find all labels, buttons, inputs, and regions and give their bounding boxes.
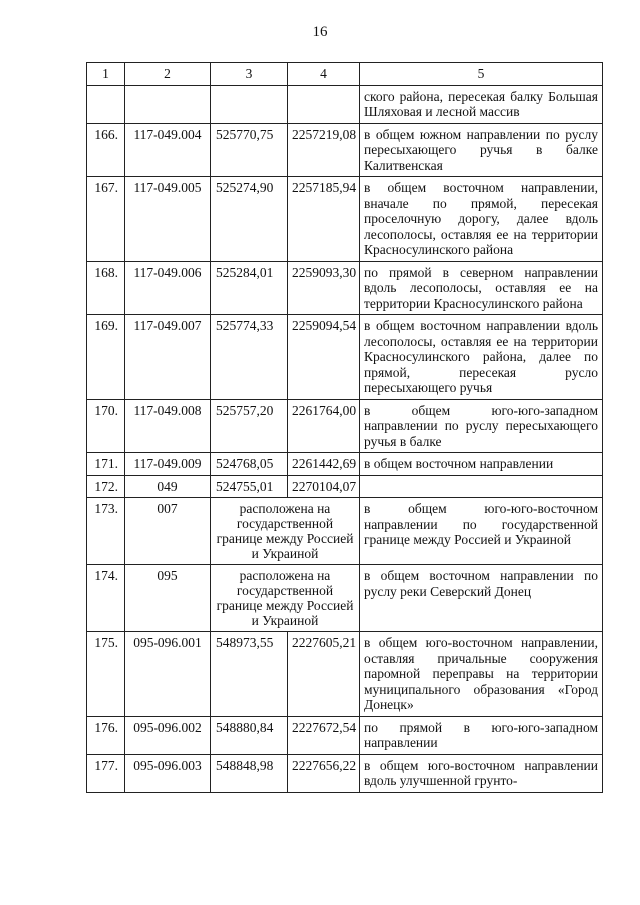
boundary-description: в общем юго-юго-западном направлении по руслу пересыхающего ручья в балке [360, 399, 603, 453]
table-row [87, 177, 603, 262]
table-row [87, 453, 603, 476]
boundary-description: в общем восточном направлении, вначале по прямой, пересекая проселочную дорогу, далее вдоль лесополосы, оставляя ее на территории Красносулинского района [360, 177, 603, 262]
point-code [125, 85, 211, 123]
point-code: 007 [125, 498, 211, 565]
table-row [87, 632, 603, 717]
coord-x: 525284,01 [211, 261, 288, 315]
table-row [87, 716, 603, 754]
point-code: 095-096.001 [125, 632, 211, 717]
coord-y: 2257185,94 [288, 177, 360, 262]
row-number: 176. [87, 716, 125, 754]
boundary-description [360, 475, 603, 498]
point-code: 095 [125, 565, 211, 632]
table-row [87, 123, 603, 177]
row-number: 177. [87, 754, 125, 792]
coord-x: 525770,75 [211, 123, 288, 177]
boundary-description: в общем восточном направлении [360, 453, 603, 476]
coord-y: 2227672,54 [288, 716, 360, 754]
point-code: 049 [125, 475, 211, 498]
row-number: 166. [87, 123, 125, 177]
row-number [87, 85, 125, 123]
coord-x: 548848,98 [211, 754, 288, 792]
coord-y [288, 85, 360, 123]
coord-x: 548880,84 [211, 716, 288, 754]
boundary-description: в общем южном направлении по руслу пересыхающего ручья в балке Калитвенская [360, 123, 603, 177]
row-number: 171. [87, 453, 125, 476]
coord-x: 525274,90 [211, 177, 288, 262]
table-row [87, 498, 603, 565]
coord-y: 2227656,22 [288, 754, 360, 792]
table-row [87, 261, 603, 315]
header-col-4: 4 [288, 63, 360, 86]
header-col-5: 5 [360, 63, 603, 86]
row-number: 167. [87, 177, 125, 262]
boundary-description: в общем восточном направлении по руслу реки Северский Донец [360, 565, 603, 632]
table-header [87, 63, 603, 86]
point-code: 095-096.002 [125, 716, 211, 754]
coord-x: 524755,01 [211, 475, 288, 498]
coord-x: 525757,20 [211, 399, 288, 453]
boundary-description: в общем юго-юго-восточном направлении по государственной границе между Россией и Украиной [360, 498, 603, 565]
page-number: 16 [312, 24, 328, 40]
table-row [87, 475, 603, 498]
row-number: 175. [87, 632, 125, 717]
boundary-points-table [86, 62, 603, 793]
table-row [87, 85, 603, 123]
coord-y: 2259094,54 [288, 315, 360, 400]
boundary-description: по прямой в северном направлении вдоль лесополосы, оставляя ее на территории Красносулинского района [360, 261, 603, 315]
coord-y: 2261442,69 [288, 453, 360, 476]
boundary-description: по прямой в юго-юго-западном направлении [360, 716, 603, 754]
coord-y: 2270104,07 [288, 475, 360, 498]
boundary-description: в общем восточном направлении вдоль лесополосы, оставляя ее на территории Красносулинского района, далее по прямой, пересекая русло пересыхающего ручья [360, 315, 603, 400]
row-number: 168. [87, 261, 125, 315]
coord-y: 2227605,21 [288, 632, 360, 717]
row-number: 172. [87, 475, 125, 498]
header-col-2: 2 [125, 63, 211, 86]
coord-y: 2261764,00 [288, 399, 360, 453]
coord-x [211, 85, 288, 123]
coord-y: 2257219,08 [288, 123, 360, 177]
boundary-description: ского района, пересекая балку Большая Шляховая и лесной массив [360, 85, 603, 123]
boundary-description: в общем юго-восточном направлении, оставляя причальные сооружения паромной переправы на территории муниципального образования «Город Донецк» [360, 632, 603, 717]
row-number: 170. [87, 399, 125, 453]
coord-x: 524768,05 [211, 453, 288, 476]
point-code: 117-049.009 [125, 453, 211, 476]
header-col-3: 3 [211, 63, 288, 86]
table-row [87, 399, 603, 453]
table-row [87, 315, 603, 400]
row-number: 169. [87, 315, 125, 400]
row-number: 174. [87, 565, 125, 632]
header-col-1: 1 [87, 63, 125, 86]
border-location-note: расположена на государственной границе между Россией и Украиной [211, 498, 360, 565]
row-number: 173. [87, 498, 125, 565]
point-code: 117-049.007 [125, 315, 211, 400]
point-code: 117-049.006 [125, 261, 211, 315]
coord-x: 548973,55 [211, 632, 288, 717]
coord-x: 525774,33 [211, 315, 288, 400]
boundary-description: в общем юго-восточном направлении вдоль улучшенной грунто- [360, 754, 603, 792]
point-code: 117-049.008 [125, 399, 211, 453]
table-row [87, 754, 603, 792]
border-location-note: расположена на государственной границе между Россией и Украиной [211, 565, 360, 632]
point-code: 095-096.003 [125, 754, 211, 792]
coord-y: 2259093,30 [288, 261, 360, 315]
point-code: 117-049.004 [125, 123, 211, 177]
table-row [87, 565, 603, 632]
point-code: 117-049.005 [125, 177, 211, 262]
